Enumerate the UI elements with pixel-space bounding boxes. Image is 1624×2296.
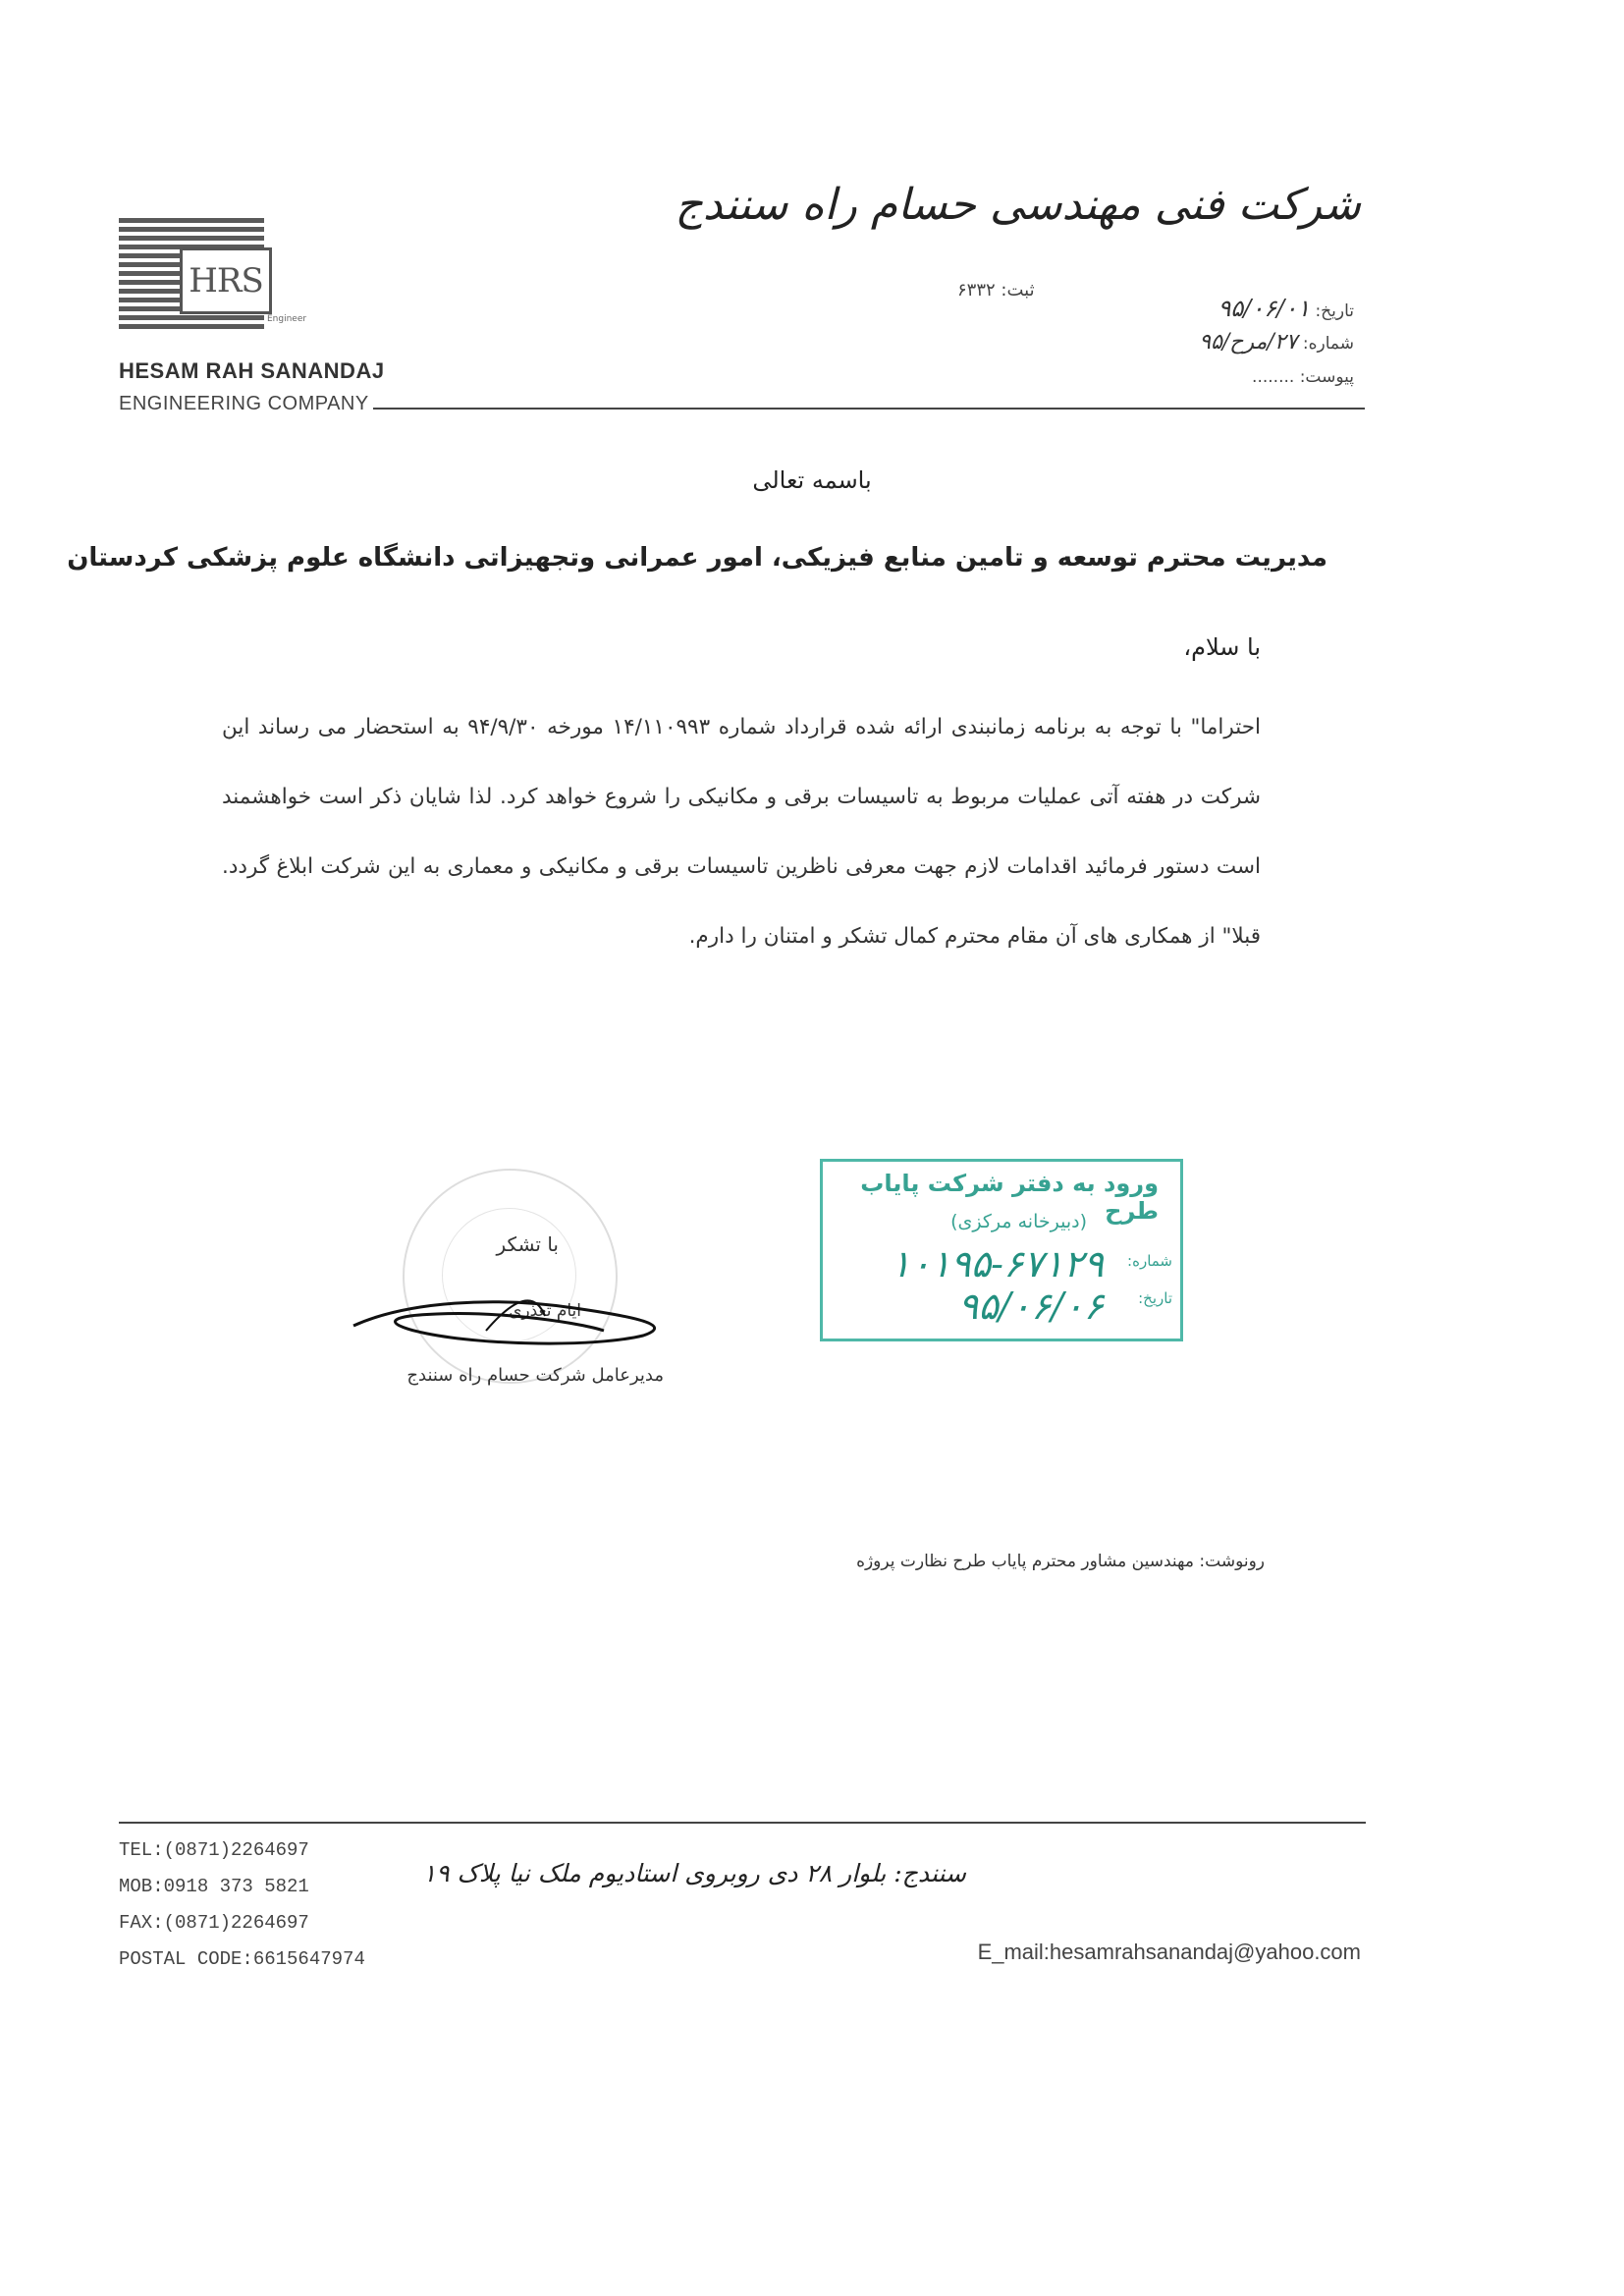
company-name-fa: شرکت فنی مهندسی حسام راه سنندج xyxy=(675,180,1361,230)
date-row xyxy=(1218,295,1354,322)
footer-divider xyxy=(119,1822,1366,1824)
number-value: ۲۷/مرح/۹۵ xyxy=(1199,330,1298,355)
signer-name: ایام تعذری xyxy=(509,1301,581,1321)
closing: با تشکر xyxy=(496,1232,559,1256)
company-sub-en: ENGINEERING COMPANY xyxy=(119,393,369,414)
signer-title: مدیرعامل شرکت حسام راه سنندج xyxy=(406,1365,664,1386)
stamp-line1: ورود به دفتر شرکت پایاب طرح xyxy=(860,1170,1159,1225)
number-label: شماره: xyxy=(1302,334,1354,354)
greeting: با سلام، xyxy=(1183,633,1261,661)
number-row xyxy=(1199,330,1354,355)
letter-title: باسمه تعالی xyxy=(752,466,872,494)
letter-body: احتراما" با توجه به برنامه زمانبندی ارائه شده قرارداد شماره ۱۴/۱۱۰۹۹۳ مورخه ۹۴/۹/۳۰ به استحضار می رساند این شرکت در هفته آتی عملیات مربوط به تاسیسات برقی و مکانیکی را شروع خواهد کرد. لذا شایان ذکر است خواهشمند است دستور فرمائید اقدامات لازم جهت معرفی ناظرین تاسیسات برقی و مکانیکی و معماری به این شرکت ابلاغ گردد. قبلا" از همکاری های آن مقام محترم کمال تشکر و امتنان را دارم. xyxy=(222,715,1262,949)
stamp-date: ۹۵/۰۶/۰۶ xyxy=(957,1285,1104,1328)
attachment-row: پیوست: ........ xyxy=(1252,367,1354,387)
stamp-date-label: تاریخ: xyxy=(1138,1289,1172,1307)
address-fa: سنندج: بلوار ۲۸ دی روبروی استادیوم ملک نیا پلاک ۱۹ xyxy=(422,1859,966,1887)
carbon-copy: رونوشت: مهندسین مشاور محترم پایاب طرح نظارت پروژه xyxy=(856,1552,1265,1571)
logo-sub: Engineer xyxy=(267,314,307,324)
logo-letters: HRS xyxy=(180,247,272,314)
mobile: MOB:0918 373 5821 xyxy=(119,1876,309,1897)
recipient: مدیریت محترم توسعه و تامین منابع فیزیکی، امور عمرانی وتجهیزاتی دانشگاه علوم پزشکی کردستان xyxy=(67,543,1327,573)
company-name-en: HESAM RAH SANANDAJ xyxy=(119,358,385,383)
received-stamp xyxy=(820,1159,1183,1341)
header-divider xyxy=(373,408,1365,410)
attachment-label: پیوست: xyxy=(1299,367,1354,387)
registration-number: ثبت: ۶۳۳۲ xyxy=(957,280,1035,301)
stamp-number-label: شماره: xyxy=(1127,1252,1172,1270)
postal-code: POSTAL CODE:6615647974 xyxy=(119,1948,365,1970)
email: E_mail:hesamrahsanandaj@yahoo.com xyxy=(977,1940,1361,1964)
signature xyxy=(349,1286,682,1355)
fax: FAX:(0871)2264697 xyxy=(119,1912,309,1934)
stamp-line2: (دبیرخانه مرکزی) xyxy=(950,1211,1087,1232)
date-label: تاریخ: xyxy=(1315,301,1354,321)
tel: TEL:(0871)2264697 xyxy=(119,1839,309,1861)
stamp-number: ۱۰۱۹۵-۶۷۱۲۹ xyxy=(891,1242,1104,1285)
date-value: ۹۵/۰۶/۰۱ xyxy=(1218,295,1311,322)
